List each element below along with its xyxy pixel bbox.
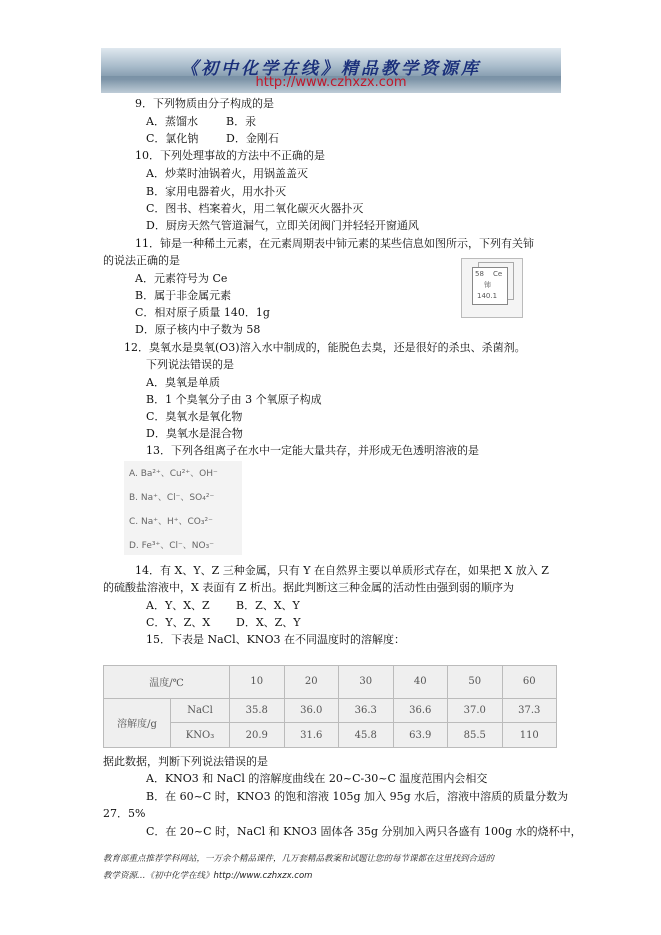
temp-cell: 50 [448,666,503,699]
q14-option-b: B．Z、X、Y [236,599,300,612]
q13-option-a: A. Ba²⁺、Cu²⁺、OH⁻ [129,469,218,479]
substance-cell: KNO₃ [171,723,230,748]
q15-option-b-line1: B．在 60~C 时，KNO3 的饱和溶液 105g 加入 95g 水后，溶液中溶质的质量分数为 [146,790,569,803]
table-row [104,723,557,748]
value-cell: 37.0 [448,698,503,723]
q9-stem: 9．下列物质由分子构成的是 [135,97,274,110]
q15-option-c: C．在 20~C 时，NaCl 和 KNO3 固体各 35g 分别加入两只各盛有 100g 水的烧杯中， [146,825,582,838]
atomic-number: 58 [475,270,484,278]
atomic-mass: 140.1 [477,292,498,300]
table-row [104,698,557,723]
q13-option-d: D. Fe³⁺、Cl⁻、NO₃⁻ [129,541,214,551]
element-symbol: Ce [493,270,503,278]
substance-cell: NaCl [171,698,230,723]
banner-url[interactable]: http://www.czhxzx.com [255,75,407,90]
temp-cell: 30 [339,666,394,699]
solubility-label-cell: 溶解度/g [104,698,171,747]
temp-cell: 20 [284,666,339,699]
q9-option-c: C．氯化钠 [146,132,199,145]
table-header-row [104,666,557,699]
q9-option-d: D．金刚石 [226,132,279,145]
temp-cell: 10 [230,666,285,699]
value-cell: 36.6 [393,698,448,723]
temp-cell: 40 [393,666,448,699]
value-cell: 37.3 [502,698,557,723]
q11-option-d: D．原子核内中子数为 58 [135,323,261,336]
q10-stem: 10．下列处理事故的方法中不正确的是 [135,149,325,162]
banner-title: 《初中化学在线》精品教学资源库 [181,59,481,79]
q14-option-c: C．Y、Z、X [146,616,211,629]
q10-option-d: D．厨房天然气管道漏气，立即关闭阀门并轻轻开窗通风 [146,219,419,232]
value-cell: 63.9 [393,723,448,748]
value-cell: 35.8 [230,698,285,723]
q12-stem-line2: 下列说法错误的是 [146,358,234,371]
q11-option-b: B．属于非金属元素 [135,289,232,302]
q11-stem-line1: 11．铈是一种稀土元素，在元素周期表中铈元素的某些信息如图所示，下列有关铈 [135,237,534,250]
q15-after-table: 据此数据，判断下列说法错误的是 [103,755,268,768]
q12-option-d: D．臭氧水是混合物 [146,427,243,440]
q15-stem: 15．下表是 NaCl、KNO3 在不同温度时的溶解度： [146,633,405,646]
q9-option-a: A．蒸馏水 [146,115,198,128]
solubility-table [103,665,557,748]
value-cell: 36.3 [339,698,394,723]
q13-options-image [124,461,242,555]
q13-option-c: C. Na⁺、H⁺、CO₃²⁻ [129,517,213,527]
cerium-element-figure [461,258,523,318]
q15-option-b-line2: 27．5% [103,807,146,820]
value-cell: 31.6 [284,723,339,748]
header-banner [101,48,561,93]
q12-option-c: C．臭氧水是氧化物 [146,410,243,423]
q13-option-b: B. Na⁺、Cl⁻、SO₄²⁻ [129,493,215,503]
q14-stem-line1: 14．有 X、Y、Z 三种金属，只有 Y 在自然界主要以单质形式存在，如果把 X 放入 Z [135,564,549,577]
q9-option-b: B．汞 [226,115,257,128]
q14-stem-line2: 的硫酸盐溶液中，X 表面有 Z 析出。据此判断这三种金属的活动性由强到弱的顺序为 [103,581,514,594]
value-cell: 36.0 [284,698,339,723]
footer-line1: 教育部重点推荐学科网站，一万余个精品课件，几万套精品教案和试题让您的每节课都在这里找到合适的 [103,854,495,864]
element-card [472,267,508,305]
footer-line2[interactable]: 教学资源…《初中化学在线》http://www.czhxzx.com [103,871,313,881]
q11-option-a: A．元素符号为 Ce [135,272,228,285]
value-cell: 85.5 [448,723,503,748]
q11-option-c: C．相对原子质量 140．1g [135,306,270,319]
q10-option-c: C．图书、档案着火，用二氧化碳灭火器扑灭 [146,202,364,215]
value-cell: 45.8 [339,723,394,748]
q11-stem-line2: 的说法正确的是 [103,254,180,267]
q12-option-b: B．1 个臭氧分子由 3 个氧原子构成 [146,393,322,406]
q15-option-a: A．KNO3 和 NaCl 的溶解度曲线在 20~C-30~C 温度范围内会相交 [146,772,488,785]
value-cell: 20.9 [230,723,285,748]
temp-cell: 60 [502,666,557,699]
q14-option-a: A．Y、X、Z [146,599,210,612]
q12-stem-line1: 12．臭氧水是臭氧(O3)溶入水中制成的，能脱色去臭，还是很好的杀虫、杀菌剂。 [124,341,526,354]
q13-stem: 13．下列各组离子在水中一定能大量共存，并形成无色透明溶液的是 [146,444,479,457]
q10-option-b: B．家用电器着火，用水扑灭 [146,185,287,198]
q10-option-a: A．炒菜时油锅着火，用锅盖盖灭 [146,167,308,180]
q12-option-a: A．臭氧是单质 [146,376,220,389]
value-cell: 110 [502,723,557,748]
element-name: 铈 [484,281,491,289]
temp-label-cell: 温度/℃ [104,666,230,699]
q14-option-d: D．X、Z、Y [236,616,301,629]
